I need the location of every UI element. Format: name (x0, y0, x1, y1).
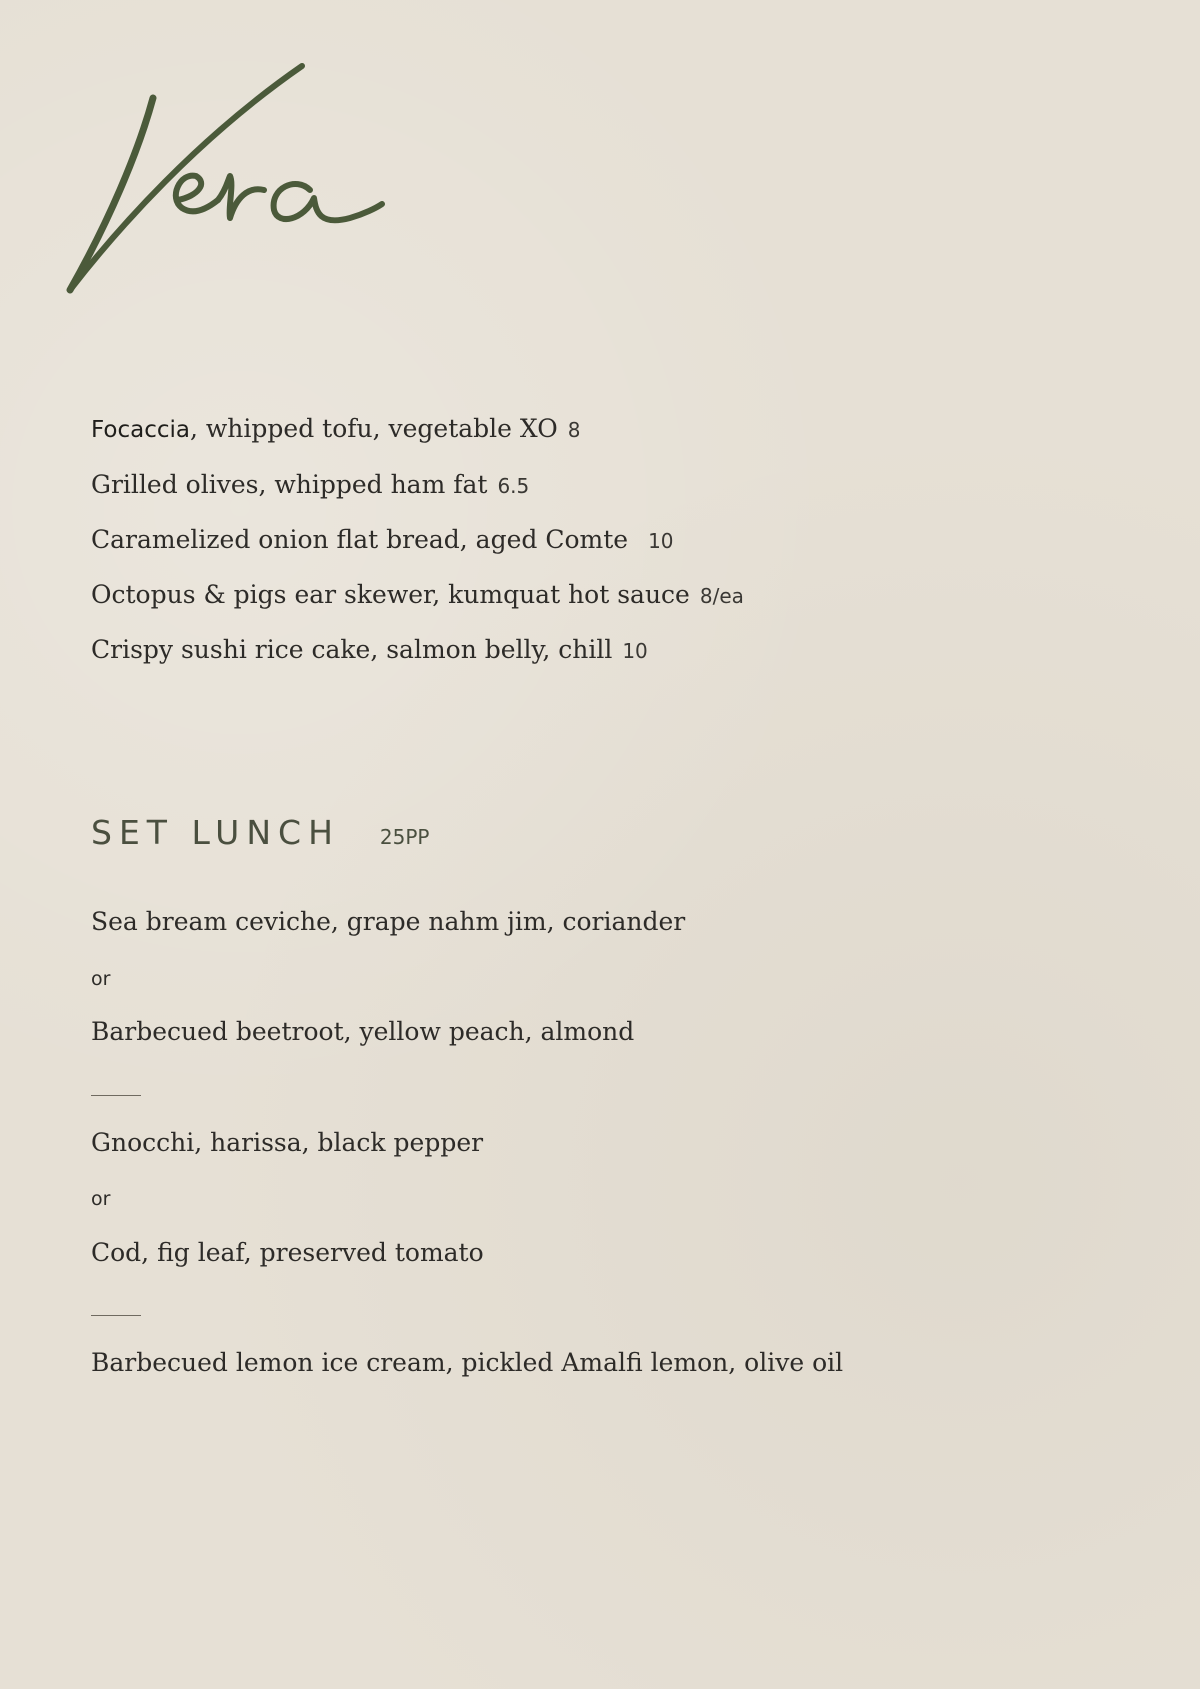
vera-signature-logo (58, 58, 428, 298)
vera-logo (58, 58, 428, 298)
course-divider (91, 1095, 141, 1096)
menu-item-price: 6.5 (497, 474, 530, 498)
menu-item (91, 635, 648, 666)
menu-item (91, 580, 744, 611)
menu-item-description: , whipped tofu, vegetable XO (190, 414, 558, 443)
menu-item-description: Crispy sushi rice cake, salmon belly, chill (91, 635, 613, 664)
menu-item-description: Octopus & pigs ear skewer, kumquat hot sauce (91, 580, 690, 609)
menu-item (91, 414, 580, 445)
menu-item-lead: Focaccia (91, 417, 190, 443)
menu-item (91, 525, 674, 556)
menu-item-description: Grilled olives, whipped ham fat (91, 470, 488, 499)
set-lunch-heading (91, 813, 429, 852)
main-option-a: Gnocchi, harissa, black pepper (91, 1128, 484, 1157)
set-lunch-price: 25PP (379, 825, 430, 849)
menu-item-price: 8/ea (699, 584, 744, 608)
or-separator: or (91, 968, 111, 990)
starter-option-a: Sea bream ceviche, grape nahm jim, coriander (91, 907, 686, 936)
menu-item-description: Caramelized onion flat bread, aged Comte (91, 525, 629, 554)
starter-option-b: Barbecued beetroot, yellow peach, almond (91, 1017, 635, 1046)
menu-item-price: 10 (622, 639, 648, 663)
menu-item-price: 8 (567, 418, 581, 442)
main-option-b: Cod, fig leaf, preserved tomato (91, 1238, 484, 1267)
menu-item-price: 10 (648, 529, 674, 553)
course-divider (91, 1315, 141, 1316)
set-lunch-title: SET LUNCH (91, 813, 340, 852)
menu-item (91, 470, 529, 501)
or-separator: or (91, 1188, 111, 1210)
dessert-item: Barbecued lemon ice cream, pickled Amalfi lemon, olive oil (91, 1348, 844, 1377)
